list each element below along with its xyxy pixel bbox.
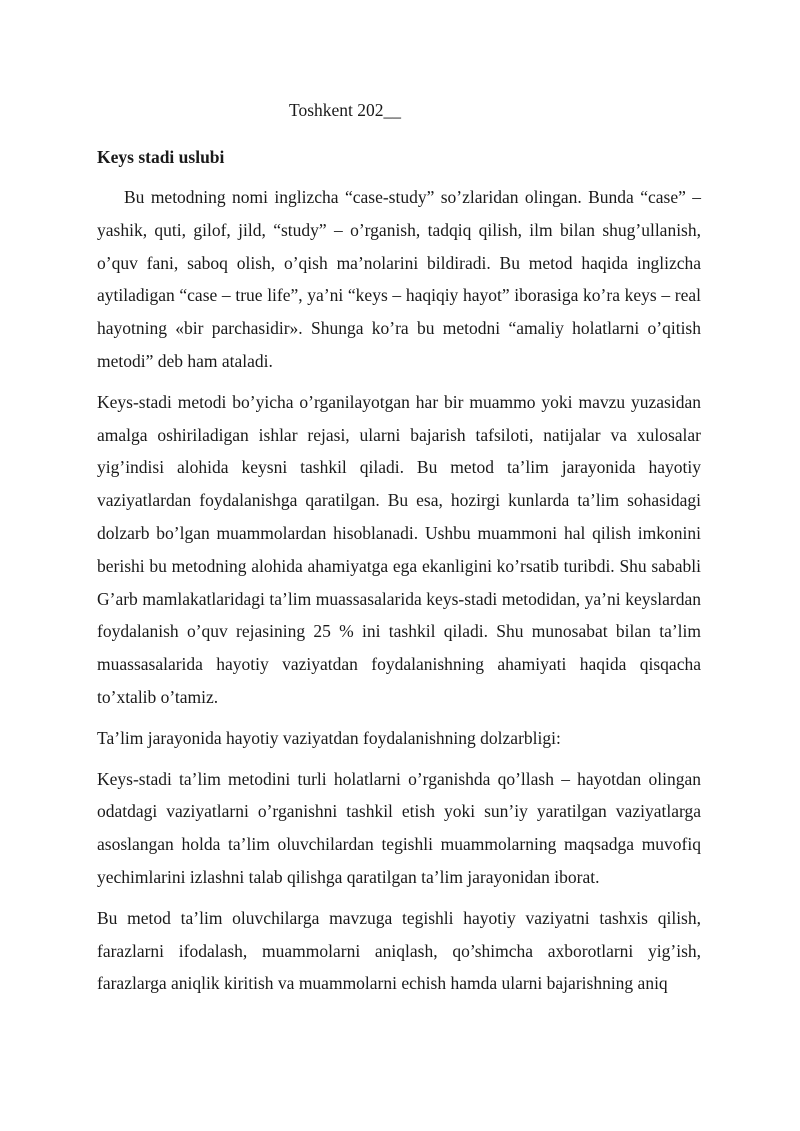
section-title: Keys stadi uslubi (97, 147, 225, 167)
document-header: Toshkent 202__ (289, 100, 402, 120)
paragraph-2: Keys-stadi metodi bo’yicha o’rganilayotgan har bir muammo yoki mavzu yuzasidan amalga oshiriladigan ishlar rejasi, ularni bajarish tafsiloti, natijalar va xulosalar yig’indisi alohida keysni tashkil qiladi. Bu metod ta’lim jarayonida hayotiy vaziyatlardan foydalanishga qaratilgan. Bu esa, hozirgi kunlarda ta’lim sohasidagi dolzarb bo’lgan muammolardan hisoblanadi. Ushbu muammoni hal qilish imkonini berishi bu metodning alohida ahamiyatga ega ekanligini ko’rsatib turibdi. Shu sababli G’arb mamlakatlaridagi ta’lim muassasalarida keys-stadi metodidan, ya’ni keyslardan foydalanish o’quv rejasining 25 % ini tashkil qiladi. Shu munosabat bilan ta’lim muassasalarida hayotiy vaziyatdan foydalanishning ahamiyati haqida qisqacha to’xtalib o’tamiz. (97, 391, 701, 707)
paragraph-4: Keys-stadi ta’lim metodini turli holatlarni o’rganishda qo’llash – hayotdan olingan odatdagi vaziyatlarni o’rganishni tashkil etish yoki sun’iy yaratilgan vaziyatlarga asoslangan holda ta’lim oluvchilardan tegishli muammolarning maqsadga muvofiq yechimlarini izlashni talab qilishga qaratilgan ta’lim jarayonidan iborat. (97, 768, 701, 887)
paragraph-3: Ta’lim jarayonida hayotiy vaziyatdan foydalanishning dolzarbligi: (97, 727, 561, 748)
paragraph-1: Bu metodning nomi inglizcha “case-study” so’zlaridan olingan. Bunda “case” – yashik, quti, gilof, jild, “study” – o’rganish, tadqiq qilish, ilm bilan shug’ullanish, o’quv fani, saboq olish, o’qish ma’nolarini bildiradi. Bu metod haqida inglizcha aytiladigan “case – true life”, ya’ni “keys – haqiqiy hayot” iborasiga ko’ra keys – real hayotning «bir parchasidir». Shunga ko’ra bu metodni “amaliy holatlarni o’qitish metodi” deb ham ataladi. (97, 187, 701, 371)
document-page (97, 94, 701, 1008)
paragraph-5: Bu metod ta’lim oluvchilarga mavzuga tegishli hayotiy vaziyatni tashxis qilish, farazlarni ifodalash, muammolarni aniqlash, qo’shimcha axborotlarni yig’ish, farazlarga aniqlik kiritish va muammolarni echish hamda ularni bajarishning aniq (97, 907, 701, 994)
